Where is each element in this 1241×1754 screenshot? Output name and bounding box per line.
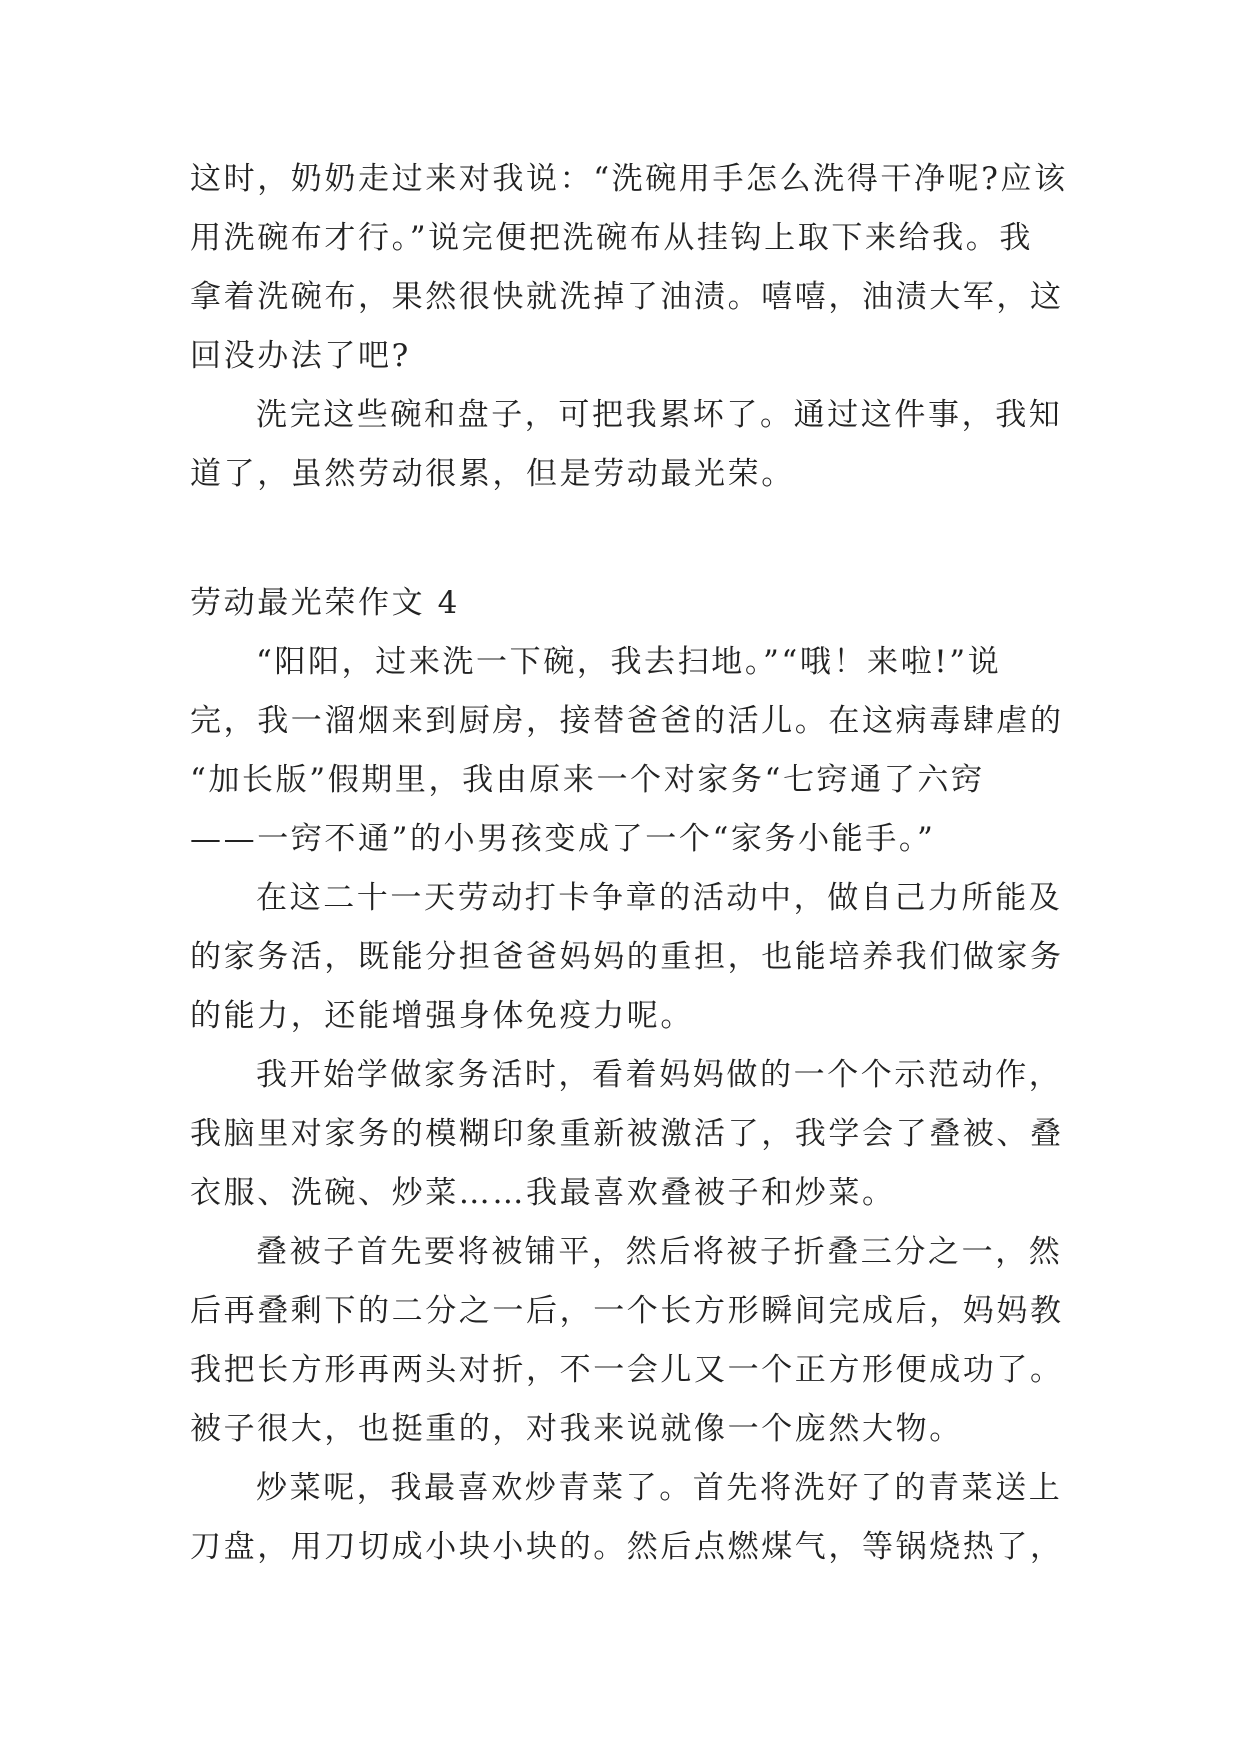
text-line: 衣服、洗碗、炒菜……我最喜欢叠被子和炒菜。: [190, 1175, 896, 1211]
paragraph: [190, 150, 1068, 386]
text-line: 的能力，还能增强身体免疫力呢。: [190, 998, 694, 1034]
text-line: ——一窍不通”的小男孩变成了一个“家务小能手。”: [190, 821, 936, 857]
text-line: 道了，虽然劳动很累，但是劳动最光荣。: [190, 456, 795, 492]
text-line: 的家务活，既能分担爸爸妈妈的重担，也能培养我们做家务: [190, 939, 1064, 975]
text-line: 完，我一溜烟来到厨房，接替爸爸的活儿。在这病毒肆虐的: [190, 703, 1064, 739]
text-line: 刀盘，用刀切成小块小块的。然后点燃煤气，等锅烧热了，: [190, 1529, 1064, 1565]
document-page: [190, 150, 1068, 1577]
text-line: 用洗碗布才行。”说完便把洗碗布从挂钩上取下来给我。我: [190, 220, 1033, 256]
text-line: 我开始学做家务活时，看着妈妈做的一个个示范动作，: [256, 1057, 1063, 1093]
text-line: 这时，奶奶走过来对我说：“洗碗用手怎么洗得干净呢?应该: [190, 161, 1068, 197]
paragraph: [190, 386, 1063, 504]
paragraph: [190, 1046, 1064, 1223]
text-line: “加长版”假期里，我由原来一个对家务“七窍通了六窍: [190, 762, 985, 798]
paragraph: [190, 1459, 1064, 1577]
text-line: 我把长方形再两头对折，不一会儿又一个正方形便成功了。: [190, 1352, 1064, 1388]
text-line: 在这二十一天劳动打卡争章的活动中，做自己力所能及: [256, 880, 1063, 916]
text-line: “阳阳，过来洗一下碗，我去扫地。”“哦！来啦!”说: [256, 644, 1002, 680]
text-line: 叠被子首先要将被铺平，然后将被子折叠三分之一，然: [256, 1234, 1063, 1270]
paragraph: [190, 1223, 1064, 1459]
text-line: 回没办法了吧?: [190, 338, 411, 374]
text-line: 拿着洗碗布，果然很快就洗掉了油渍。嘻嘻，油渍大军，这: [190, 279, 1064, 315]
spacer: [190, 504, 1054, 574]
paragraph: [190, 869, 1064, 1046]
text-line: 洗完这些碗和盘子，可把我累坏了。通过这件事，我知: [256, 397, 1063, 433]
text-line: 被子很大，也挺重的，对我来说就像一个庞然大物。: [190, 1411, 963, 1447]
text-line: 炒菜呢，我最喜欢炒青菜了。首先将洗好了的青菜送上: [256, 1470, 1063, 1506]
section-heading: 劳动最光荣作文 4: [190, 585, 460, 621]
text-line: 我脑里对家务的模糊印象重新被激活了，我学会了叠被、叠: [190, 1116, 1064, 1152]
paragraph: [190, 633, 1064, 869]
text-line: 后再叠剩下的二分之一后，一个长方形瞬间完成后，妈妈教: [190, 1293, 1064, 1329]
